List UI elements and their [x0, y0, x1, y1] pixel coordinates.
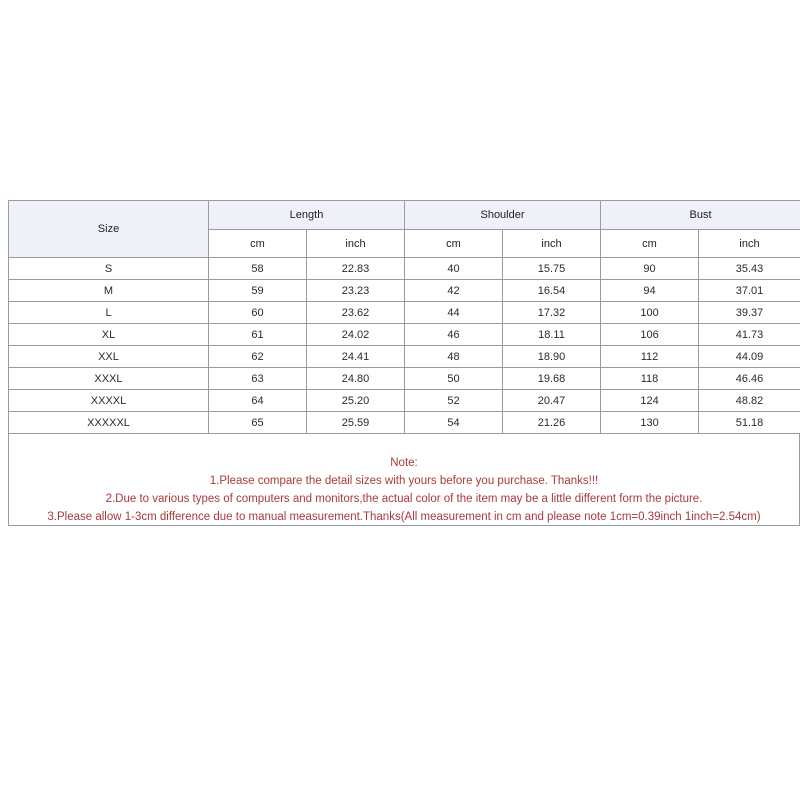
length-cm-cell: 63 — [209, 368, 307, 390]
table-row — [9, 302, 800, 324]
note-heading: Note: — [390, 457, 418, 469]
size-cell: XL — [9, 324, 209, 346]
table-row — [9, 368, 800, 390]
shoulder-cm-cell: 42 — [405, 280, 503, 302]
length-inch-cell: 25.20 — [307, 390, 405, 412]
shoulder-inch-cell: 21.26 — [503, 412, 601, 434]
group-header-row — [9, 201, 800, 230]
bust-cm-cell: 118 — [601, 368, 699, 390]
bust-cm-header: cm — [601, 230, 699, 258]
shoulder-cm-cell: 54 — [405, 412, 503, 434]
length-cm-cell: 59 — [209, 280, 307, 302]
size-table — [8, 200, 800, 434]
table-row — [9, 346, 800, 368]
length-cm-cell: 64 — [209, 390, 307, 412]
shoulder-inch-header: inch — [503, 230, 601, 258]
length-cm-header: cm — [209, 230, 307, 258]
shoulder-inch-cell: 19.68 — [503, 368, 601, 390]
bust-cm-cell: 90 — [601, 258, 699, 280]
bust-group-header: Bust — [601, 201, 800, 230]
bust-inch-cell: 35.43 — [699, 258, 800, 280]
size-cell: S — [9, 258, 209, 280]
shoulder-inch-cell: 15.75 — [503, 258, 601, 280]
shoulder-cm-cell: 48 — [405, 346, 503, 368]
length-inch-cell: 25.59 — [307, 412, 405, 434]
length-group-header: Length — [209, 201, 405, 230]
length-inch-cell: 23.23 — [307, 280, 405, 302]
bust-inch-cell: 46.46 — [699, 368, 800, 390]
table-row — [9, 390, 800, 412]
bust-inch-cell: 44.09 — [699, 346, 800, 368]
length-cm-cell: 65 — [209, 412, 307, 434]
length-inch-cell: 24.41 — [307, 346, 405, 368]
table-row — [9, 412, 800, 434]
size-chart — [8, 200, 800, 526]
shoulder-cm-cell: 40 — [405, 258, 503, 280]
bust-inch-cell: 41.73 — [699, 324, 800, 346]
table-row — [9, 280, 800, 302]
note-line-2: 2.Due to various types of computers and monitors,the actual color of the item may be a little different form the picture. — [105, 493, 703, 505]
bust-inch-cell: 37.01 — [699, 280, 800, 302]
length-inch-header: inch — [307, 230, 405, 258]
shoulder-inch-cell: 17.32 — [503, 302, 601, 324]
shoulder-inch-cell: 18.90 — [503, 346, 601, 368]
length-inch-cell: 24.80 — [307, 368, 405, 390]
bust-inch-header: inch — [699, 230, 800, 258]
shoulder-cm-cell: 52 — [405, 390, 503, 412]
bust-cm-cell: 112 — [601, 346, 699, 368]
size-cell: XXXL — [9, 368, 209, 390]
bust-cm-cell: 124 — [601, 390, 699, 412]
table-row — [9, 258, 800, 280]
bust-inch-cell: 51.18 — [699, 412, 800, 434]
size-cell: XXL — [9, 346, 209, 368]
bust-cm-cell: 106 — [601, 324, 699, 346]
note-line-1: 1.Please compare the detail sizes with yours before you purchase. Thanks!!! — [209, 475, 599, 487]
length-cm-cell: 62 — [209, 346, 307, 368]
bust-cm-cell: 130 — [601, 412, 699, 434]
shoulder-inch-cell: 18.11 — [503, 324, 601, 346]
shoulder-inch-cell: 20.47 — [503, 390, 601, 412]
bust-inch-cell: 39.37 — [699, 302, 800, 324]
bust-inch-cell: 48.82 — [699, 390, 800, 412]
note-line-3: 3.Please allow 1-3cm difference due to manual measurement.Thanks(All measurement in cm and please note 1cm=0.39inch 1inch=2.54cm) — [47, 511, 761, 523]
length-inch-cell: 23.62 — [307, 302, 405, 324]
length-inch-cell: 22.83 — [307, 258, 405, 280]
shoulder-cm-cell: 46 — [405, 324, 503, 346]
length-cm-cell: 61 — [209, 324, 307, 346]
shoulder-cm-cell: 50 — [405, 368, 503, 390]
size-column-header: Size — [9, 201, 209, 258]
size-cell: XXXXL — [9, 390, 209, 412]
size-cell: M — [9, 280, 209, 302]
shoulder-group-header: Shoulder — [405, 201, 601, 230]
length-inch-cell: 24.02 — [307, 324, 405, 346]
table-row — [9, 324, 800, 346]
length-cm-cell: 60 — [209, 302, 307, 324]
shoulder-inch-cell: 16.54 — [503, 280, 601, 302]
notes-box — [8, 434, 800, 526]
shoulder-cm-cell: 44 — [405, 302, 503, 324]
size-cell: L — [9, 302, 209, 324]
bust-cm-cell: 94 — [601, 280, 699, 302]
table-body — [9, 258, 800, 434]
length-cm-cell: 58 — [209, 258, 307, 280]
bust-cm-cell: 100 — [601, 302, 699, 324]
size-cell: XXXXXL — [9, 412, 209, 434]
shoulder-cm-header: cm — [405, 230, 503, 258]
